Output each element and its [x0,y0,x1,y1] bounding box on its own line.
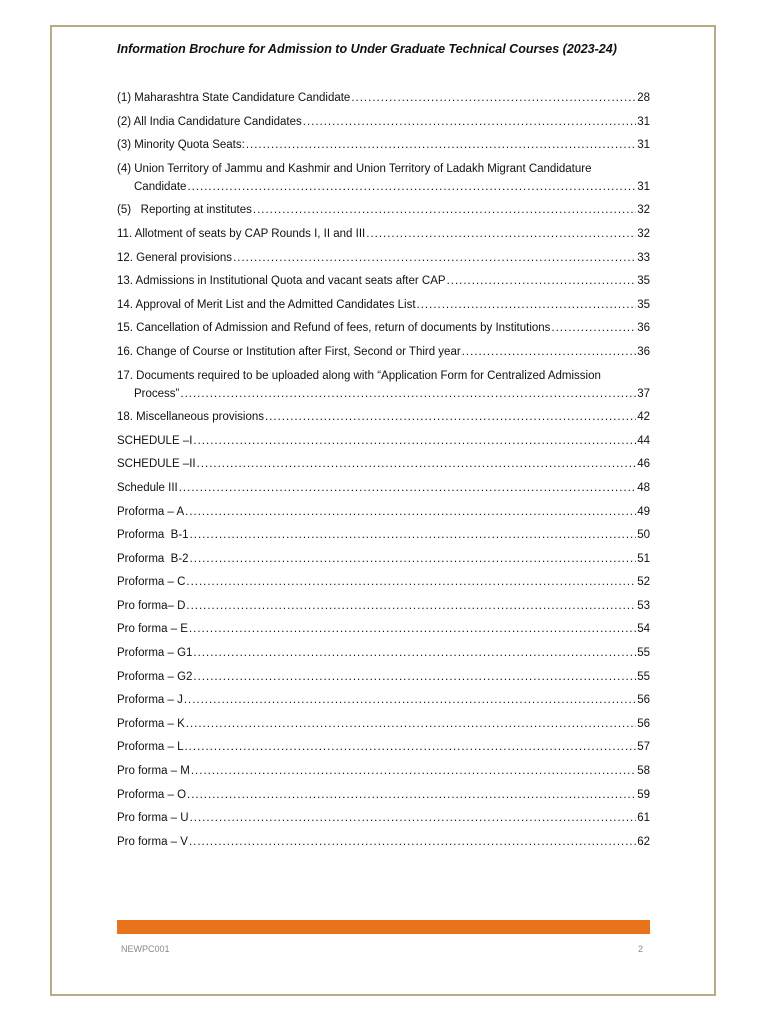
toc-page-number: 55 [637,647,650,660]
toc-dot-leader [303,113,636,131]
toc-page-number: 53 [637,599,650,612]
toc-page-number: 52 [637,576,650,589]
toc-entry-title: (4) Union Territory of Jammu and Kashmir and Union Territory of Ladakh Migrant Candidature [117,162,592,175]
toc-entry[interactable] [117,343,650,361]
toc-entry-title: 16. Change of Course or Institution after First, Second or Third year [117,345,461,358]
toc-entry[interactable] [117,762,650,780]
toc-entry[interactable] [117,136,650,154]
toc-entry-title: Candidate [134,180,187,193]
toc-dot-leader [193,644,636,662]
toc-dot-leader [366,225,636,243]
toc-entry[interactable] [117,597,650,615]
toc-entry[interactable] [117,573,650,591]
toc-page-number: 61 [637,812,650,825]
toc-entry[interactable] [117,503,650,521]
toc-entry-title: 18. Miscellaneous provisions [117,411,265,424]
toc-dot-leader [189,620,636,638]
toc-page-number: 42 [637,411,650,424]
toc-entry[interactable] [117,455,650,473]
toc-entry[interactable] [117,249,650,267]
toc-dot-leader [186,597,636,615]
toc-dot-leader [187,178,636,196]
toc-entry-title: Proforma – L [117,741,184,754]
toc-entry-title: Process” [134,387,180,400]
toc-entry-title: (3) Minority Quota Seats: [117,139,245,152]
toc-page-number: 58 [637,765,650,778]
toc-entry-title: 13. Admissions in Institutional Quota and vacant seats after CAP [117,275,446,288]
toc-entry[interactable] [117,367,650,403]
toc-entry-title: (2) All India Candidature Candidates [117,115,302,128]
toc-page-number: 44 [637,434,650,447]
toc-page-number: 50 [637,529,650,542]
toc-entry[interactable] [117,550,650,568]
toc-dot-leader [253,201,636,219]
toc-entry[interactable] [117,526,650,544]
toc-entry[interactable] [117,479,650,497]
toc-dot-leader [551,319,636,337]
toc-entry-title: 14. Approval of Merit List and the Admitted Candidates List [117,298,416,311]
toc-page-number: 46 [637,458,650,471]
toc-dot-leader [189,833,636,851]
toc-entry-title: Pro forma – V [117,835,188,848]
toc-entry-title: 12. General provisions [117,251,233,264]
toc-entry[interactable] [117,201,650,219]
toc-dot-leader [265,408,636,426]
toc-entry[interactable] [117,809,650,827]
toc-entry[interactable] [117,833,650,851]
toc-entry-title: (5) Reporting at institutes [117,204,252,217]
toc-dot-leader [246,136,636,154]
toc-page-number: 35 [637,298,650,311]
toc-dot-leader [180,385,636,403]
toc-entry-title: SCHEDULE –I [117,434,193,447]
toc-page-number: 36 [637,322,650,335]
footer-page-number: 2 [638,944,644,954]
toc-entry-title: Proforma – K [117,717,185,730]
toc-entry-title: Proforma B-2 [117,552,189,565]
toc-entry-title: (1) Maharashtra State Candidature Candidate [117,92,351,104]
toc-entry[interactable] [117,432,650,450]
toc-page-number: 62 [637,835,650,848]
toc-dot-leader [187,786,636,804]
toc-page-number: 33 [637,251,650,264]
toc-entry[interactable] [117,225,650,243]
toc-entry[interactable] [117,738,650,756]
toc-dot-leader [193,432,636,450]
toc-page-number: 32 [637,204,650,217]
toc-entry[interactable] [117,408,650,426]
toc-page-number: 31 [637,139,650,152]
toc-entry-title: Schedule III [117,481,178,494]
toc-dot-leader [184,691,636,709]
toc-dot-leader [191,762,636,780]
toc-entry[interactable] [117,89,650,107]
toc-dot-leader [462,343,637,361]
toc-entry[interactable] [117,319,650,337]
toc-dot-leader [186,715,636,733]
toc-page-number: 49 [637,505,650,518]
toc-dot-leader [190,809,637,827]
footer-accent-bar [117,920,650,934]
toc-dot-leader [417,296,637,314]
toc-page-number: 54 [637,623,650,636]
toc-dot-leader [233,249,636,267]
toc-entry[interactable] [117,715,650,733]
toc-page-number: 56 [637,694,650,707]
toc-entry[interactable] [117,691,650,709]
toc-entry[interactable] [117,160,650,196]
toc-dot-leader [351,89,636,107]
toc-entry-title: Pro forma – E [117,623,188,636]
toc-page-number: 31 [637,115,650,128]
footer-document-code: NEWPC001 [121,944,170,954]
toc-dot-leader [190,550,637,568]
toc-page-number: 55 [637,670,650,683]
toc-entry-title: Pro forma– D [117,599,186,612]
toc-page-number: 31 [637,180,650,193]
toc-page-number: 35 [637,275,650,288]
toc-page-number: 57 [637,741,650,754]
toc-entry[interactable] [117,296,650,314]
toc-page-number: 48 [637,481,650,494]
toc-dot-leader [179,479,636,497]
toc-dot-leader [184,738,636,756]
toc-entry[interactable] [117,644,650,662]
toc-entry[interactable] [117,620,650,638]
toc-page-number: 56 [637,717,650,730]
toc-page-number: 59 [637,788,650,801]
toc-entry-title: 17. Documents required to be uploaded along with “Application Form for Centralized Admission [117,369,601,382]
toc-page-number: 32 [637,227,650,240]
toc-dot-leader [197,455,637,473]
toc-dot-leader [193,668,636,686]
toc-entry-title: Proforma – O [117,788,187,801]
toc-dot-leader [190,526,637,544]
toc-entry[interactable] [117,786,650,804]
toc-entry-title: Pro forma – U [117,812,189,825]
toc-page-number: 36 [637,345,650,358]
toc-entry-title: Proforma – A [117,505,185,518]
toc-page-number: 51 [637,552,650,565]
toc-dot-leader [186,573,636,591]
toc-entry[interactable] [117,113,650,131]
document-header-title: Information Brochure for Admission to Under Graduate Technical Courses (2023-24) [117,42,617,56]
toc-dot-leader [185,503,636,521]
toc-entry-title: Proforma – G2 [117,670,193,683]
toc-page-number: 37 [637,387,650,400]
toc-entry-title: Proforma – C [117,576,186,589]
toc-entry[interactable] [117,668,650,686]
toc-page-number: 28 [637,92,650,104]
toc-entry[interactable] [117,272,650,290]
toc-entry-title: Proforma – J [117,694,183,707]
toc-entry-title: SCHEDULE –II [117,458,196,471]
toc-entry-title: 15. Cancellation of Admission and Refund of fees, return of documents by Institutions [117,322,551,335]
toc-entry-title: Proforma B-1 [117,529,189,542]
table-of-contents [117,89,650,856]
toc-entry-title: Pro forma – M [117,765,190,778]
toc-dot-leader [447,272,637,290]
toc-entry-title: Proforma – G1 [117,647,193,660]
toc-entry-title: 11. Allotment of seats by CAP Rounds I, II and III [117,227,366,240]
